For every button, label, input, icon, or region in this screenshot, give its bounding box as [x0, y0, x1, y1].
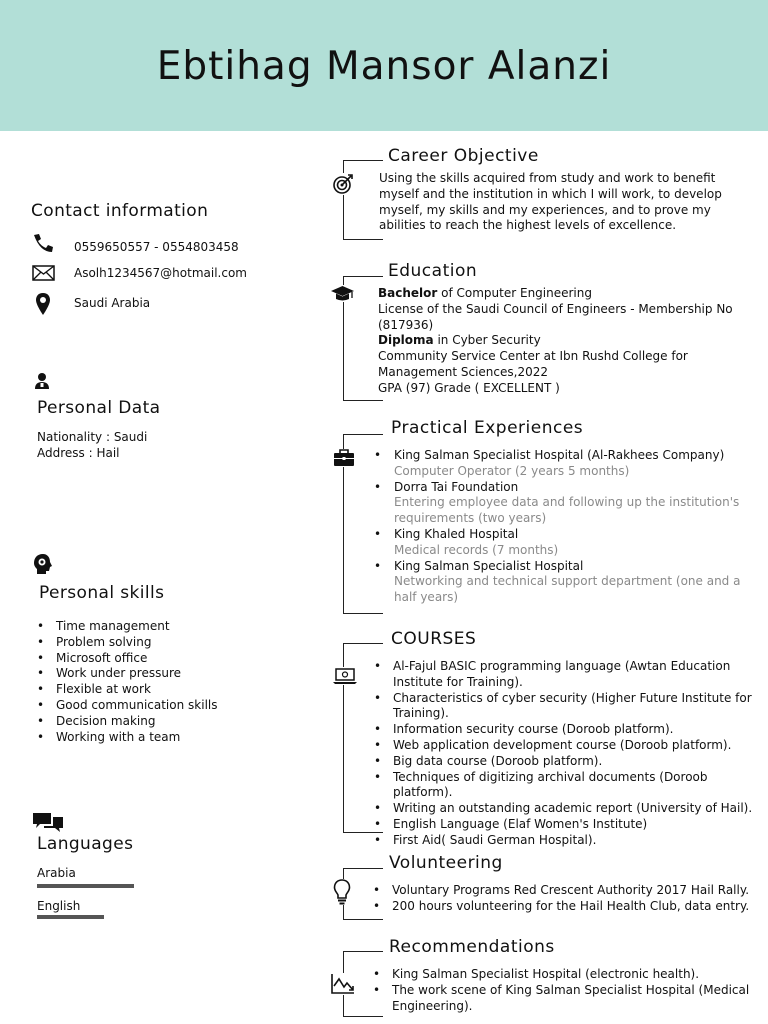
- contact-location: Saudi Arabia: [74, 296, 151, 310]
- list-item: • Microsoft office: [37, 651, 277, 667]
- degree-label: Diploma: [378, 333, 434, 348]
- experience-org: King Khaled Hospital: [394, 526, 519, 541]
- language-level-bar: [37, 884, 134, 888]
- contact-title: Contact information: [31, 201, 209, 221]
- person-name: Ebtihag Mansor Alanzi: [156, 44, 612, 89]
- education-license: License of the Saudi Council of Engineers - Membership No (817936): [378, 301, 733, 332]
- lightbulb-icon: [333, 879, 351, 905]
- list-item: • Decision making: [37, 714, 277, 730]
- experience-org: King Salman Specialist Hospital (Al-Rakhees Company): [394, 448, 725, 462]
- personal-data-title: Personal Data: [37, 398, 161, 418]
- experience-role: Computer Operator (2 years 5 months): [394, 463, 630, 478]
- list-item: • Good communication skills: [37, 698, 277, 714]
- skills-list: [37, 619, 277, 745]
- list-item: • Flexible at work: [37, 682, 277, 698]
- degree-label: Bachelor: [378, 286, 438, 300]
- briefcase-icon: [333, 449, 355, 467]
- education-title: Education: [388, 261, 478, 281]
- list-item: • Work under pressure: [37, 666, 277, 682]
- degree-field: in Cyber Security: [433, 333, 541, 348]
- list-item: • First Aid( Saudi German Hospital).: [372, 833, 764, 849]
- education-center: Community Service Center at Ibn Rushd College for Management Sciences,2022: [378, 349, 688, 379]
- list-item: [372, 480, 762, 527]
- experience-role: Networking and technical support department (one and a half years): [394, 574, 741, 605]
- graduation-cap-icon: [330, 285, 355, 302]
- languages-title: Languages: [37, 834, 134, 854]
- education-gpa: GPA (97) Grade ( EXCELLENT ): [378, 380, 560, 395]
- person-icon: [34, 372, 50, 390]
- list-item: • Techniques of digitizing archival documents (Doroob platform).: [372, 770, 764, 802]
- experience-list: [372, 448, 762, 606]
- experience-org: Dorra Tai Foundation: [394, 479, 519, 494]
- list-item: [372, 448, 762, 480]
- envelope-icon: [32, 265, 55, 281]
- list-item: • Problem solving: [37, 635, 277, 651]
- list-item: • The work scene of King Salman Specialist Hospital (Medical Engineering).: [371, 983, 763, 1015]
- volunteering-list: [371, 883, 763, 915]
- laptop-icon: [332, 667, 358, 685]
- experience-title: Practical Experiences: [391, 418, 584, 438]
- degree-field: of Computer Engineering: [437, 286, 592, 300]
- contact-phone: 0559650557 - 0554803458: [74, 240, 239, 254]
- language-name: Arabia: [37, 866, 76, 880]
- experience-role: Entering employee data and following up the institution's requirements (two years): [394, 495, 740, 526]
- phone-icon: [31, 233, 55, 253]
- address-text: Address : Hail: [37, 446, 120, 460]
- list-item: • Big data course (Doroob platform).: [372, 754, 764, 770]
- list-item: • King Salman Specialist Hospital (electronic health).: [371, 967, 763, 983]
- list-item: [372, 527, 762, 559]
- list-item: • Web application development course (Doroob platform).: [372, 738, 764, 754]
- list-item: • Al-Fajul BASIC programming language (Awtan Education Institute for Training).: [372, 659, 764, 691]
- volunteering-title: Volunteering: [389, 853, 503, 873]
- list-item: • Writing an outstanding academic report (University of Hail).: [372, 801, 764, 817]
- language-level-bar: [37, 915, 104, 919]
- chart-icon: [330, 973, 355, 995]
- section-bracket: [343, 160, 383, 240]
- language-name: English: [37, 899, 81, 913]
- list-item: • Time management: [37, 619, 277, 635]
- experience-role: Medical records (7 months): [394, 542, 559, 557]
- recommendations-list: [371, 967, 763, 1014]
- education-diploma: [378, 333, 763, 349]
- list-item: • Characteristics of cyber security (Higher Future Institute for Training).: [372, 691, 764, 723]
- speech-bubbles-icon: [32, 812, 64, 834]
- list-item: • 200 hours volunteering for the Hail Health Club, data entry.: [371, 899, 763, 915]
- recommendations-title: Recommendations: [389, 937, 555, 957]
- nationality-text: Nationality : Saudi: [37, 430, 148, 444]
- contact-email: Asolh1234567@hotmail.com: [74, 266, 247, 280]
- list-item: • Information security course (Doroob platform).: [372, 722, 764, 738]
- head-gears-icon: [32, 553, 54, 575]
- career-title: Career Objective: [388, 146, 539, 166]
- skills-title: Personal skills: [39, 583, 165, 603]
- list-item: • English Language (Elaf Women's Institute): [372, 817, 764, 833]
- experience-org: King Salman Specialist Hospital: [394, 558, 584, 573]
- list-item: [372, 559, 762, 606]
- location-pin-icon: [35, 292, 51, 316]
- career-text: Using the skills acquired from study and work to benefit myself and the institution in which I will work, to develop myself, my skills and my experiences, and to prove my abilities to reach the highest levels of excellence.: [379, 171, 722, 233]
- list-item: • Working with a team: [37, 730, 277, 746]
- courses-list: [372, 659, 764, 849]
- list-item: • Voluntary Programs Red Crescent Authority 2017 Hail Rally.: [371, 883, 763, 899]
- education-bachelor: [378, 286, 763, 302]
- courses-title: COURSES: [391, 629, 477, 649]
- education-details: [378, 286, 763, 397]
- target-icon: [332, 173, 354, 195]
- header-banner: [0, 0, 768, 131]
